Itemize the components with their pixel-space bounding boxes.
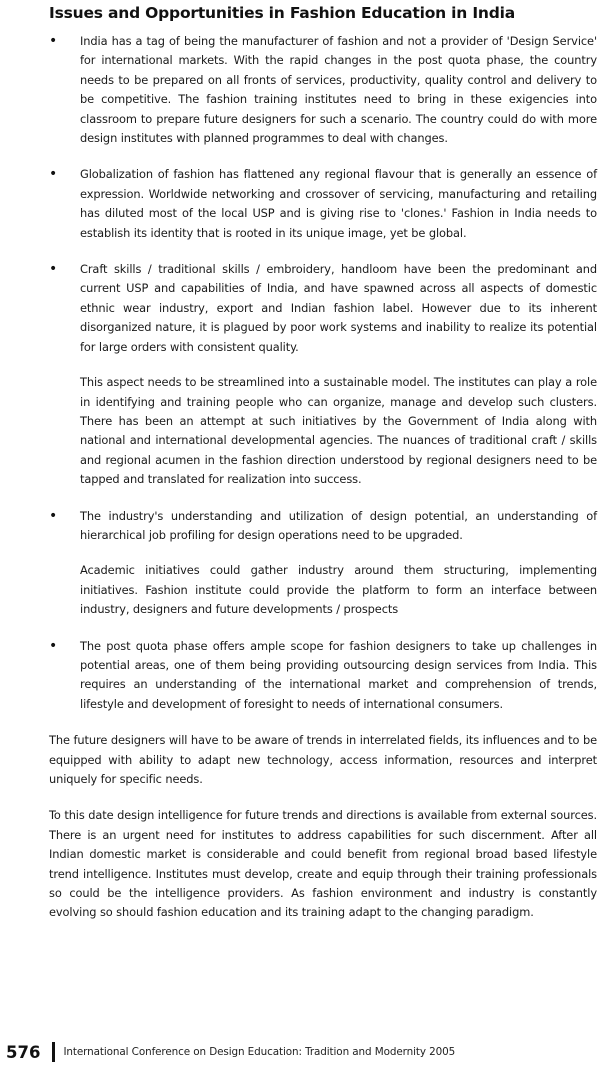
page-number: 576 [6, 1042, 41, 1062]
running-footer-title: International Conference on Design Education: Tradition and Modernity 2005 [63, 1046, 456, 1058]
bullet-symbol: • [49, 637, 58, 654]
bullet-paragraph: India has a tag of being the manufacturer of fashion and not a provider of 'Design Service' for international markets. With the rapid changes in the post quota phase, the country needs to be prepared on all fronts of services, productivity, quality control and delivery to be competitive. The fashion training institutes need to bring in these exigencies into classroom to prepare future designers for such a scenario. The country could do with more design institutes with planned programmes to deal with changes. [80, 34, 597, 146]
closing-paragraph: The future designers will have to be aware of trends in interrelated fields, its influences and to be equipped with ability to adapt new technology, access information, resources and interpret uniquely for specific needs. [49, 733, 597, 786]
bullet-sub-paragraph: This aspect needs to be streamlined into a sustainable model. The institutes can play a role in identifying and training people who can organize, manage and develop such clusters. There has been an attempt at such initiatives by the Government of India along with national and international developmental agencies. The nuances of traditional craft / skills and regional acumen in the fashion direction understood by regional designers need to be tapped and translated for realization into success. [80, 375, 597, 487]
bullet-item [49, 32, 597, 148]
footer-divider-bar [52, 1042, 55, 1062]
bullet-item [49, 637, 597, 715]
bullet-item [49, 165, 597, 243]
bullet-symbol: • [49, 507, 58, 524]
closing-paragraph: To this date design intelligence for future trends and directions is available from external sources. There is an urgent need for institutes to address capabilities for such discernment. After all Indian domestic market is considerable and could benefit from regional broad based lifestyle trend intelligence. Institutes must develop, create and equip through their training professionals so could be the intelligence providers. As fashion environment and industry is constantly evolving so should fashion education and its training adapt to the changing paradigm. [49, 808, 597, 920]
bullet-paragraph: Globalization of fashion has flattened any regional flavour that is generally an essence of expression. Worldwide networking and crossover of servicing, manufacturing and retailing has diluted most of the local USP and is giving rise to 'clones.' Fashion in India needs to establish its identity that is rooted in its unique image, yet be global. [80, 167, 597, 240]
page-title: Issues and Opportunities in Fashion Education in India [49, 4, 515, 22]
bullet-paragraph: The post quota phase offers ample scope for fashion designers to take up challenges in potential areas, one of them being providing outsourcing design services from India. This requires an understanding of the international market and comprehension of trends, lifestyle and development of foresight to needs of international consumers. [80, 638, 597, 711]
bullet-symbol: • [49, 261, 58, 278]
bullet-sub-paragraph: Academic initiatives could gather industry around them structuring, implementing initiatives. Fashion institute could provide the platform to form an interface between industry, designers and future developments / prospects [80, 563, 597, 617]
bullet-paragraph: The industry's understanding and utilization of design potential, an understanding of hierarchical job profiling for design operations need to be upgraded. [80, 508, 597, 542]
bullet-symbol: • [49, 33, 58, 49]
article-body [49, 32, 597, 940]
page-footer [6, 1042, 455, 1062]
bullet-item [49, 260, 597, 489]
bullet-paragraph: Craft skills / traditional skills / embroidery, handloom have been the predominant and current USP and capabilities of India, and have spawned across all aspects of domestic ethnic wear industry, export and Indian fashion label. However due to its inherent disorganized nature, it is plagued by poor work systems and inability to realize its potential for large orders with consistent quality. [80, 262, 597, 354]
bullet-symbol: • [49, 166, 58, 183]
bullet-item [49, 507, 597, 620]
